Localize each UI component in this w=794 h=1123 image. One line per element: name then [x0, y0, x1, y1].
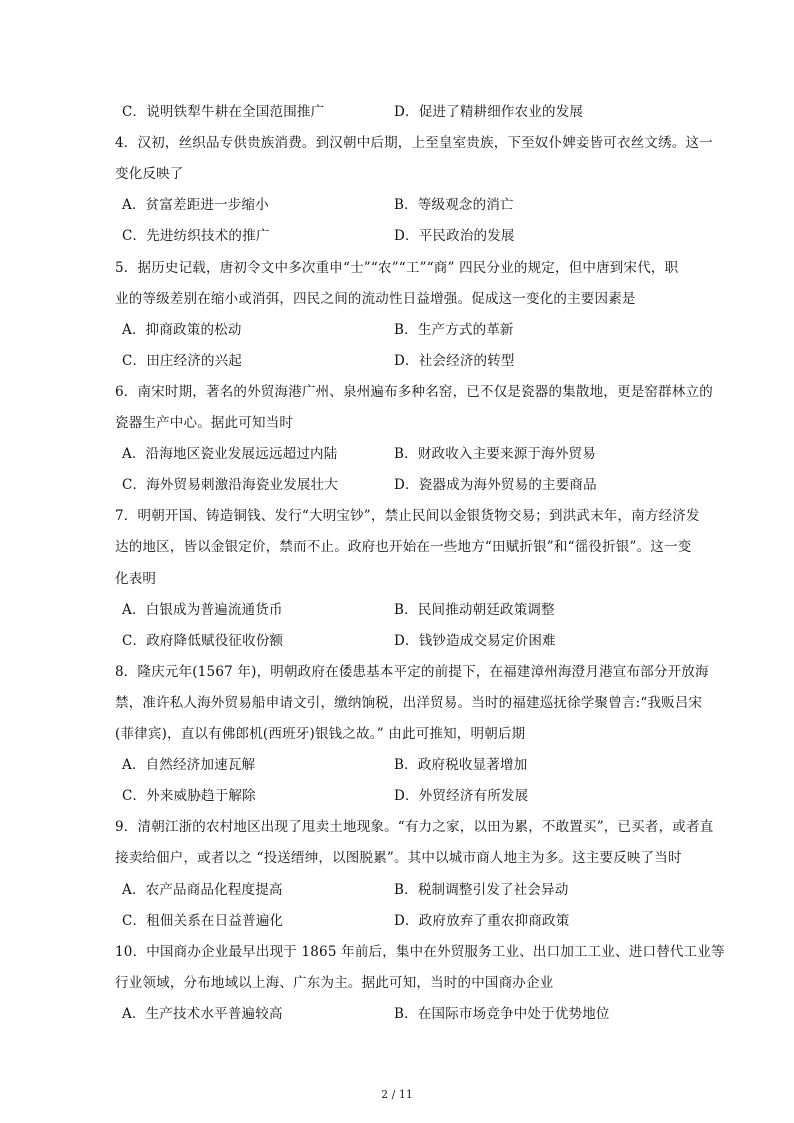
answer-option: D．钱钞造成交易定价困难 — [394, 632, 556, 649]
question-stem: 6．南宋时期，著名的外贸海港广州、泉州遍布多种名窑，已不仅是瓷器的集散地，更是窑群林立的 — [115, 383, 713, 400]
answer-option: D．社会经济的转型 — [394, 352, 515, 369]
page-number: 2 / 11 — [381, 1088, 413, 1101]
answer-option: C．外来威胁趋于解除 — [122, 788, 256, 805]
answer-option: A．抑商政策的松动 — [122, 321, 242, 338]
answer-option: D．外贸经济有所发展 — [394, 788, 529, 805]
question-stem-continued: 变化反映了 — [115, 166, 184, 183]
question-stem: 7．明朝开国、铸造铜钱、发行“大明宝钞”，禁止民间以金银货物交易；到洪武末年，南方经济发 — [115, 508, 700, 525]
question-stem-continued: 业的等级差别在缩小或消弭，四民之间的流动性日益增强。促成这一变化的主要因素是 — [115, 290, 636, 307]
question-stem-continued: 达的地区，皆以金银定价，禁而不止。政府也开始在一些地方“田赋折银”和“徭役折银”。这一变 — [115, 539, 692, 556]
answer-option: A．贫富差距进一步缩小 — [122, 197, 269, 214]
answer-option: A．农产品商品化程度提高 — [122, 881, 283, 898]
question-stem-continued: 行业领域，分布地域以上海、广东为主。据此可知，当时的中国商办企业 — [115, 974, 554, 991]
question-stem: 8．隆庆元年(1567 年)，明朝政府在倭患基本平定的前提下，在福建漳州海澄月港宣布部分开放海 — [115, 663, 709, 680]
question-stem: 4．汉初，丝织品专供贵族消费。到汉朝中后期，上至皇室贵族，下至奴仆婢妾皆可衣丝文绣。这一 — [115, 135, 713, 152]
answer-option: C．说明铁犁牛耕在全国范围推广 — [122, 104, 325, 120]
answer-option: D．平民政治的发展 — [394, 228, 515, 245]
answer-option: B．生产方式的革新 — [394, 321, 514, 338]
answer-option: B．政府税收显著增加 — [394, 757, 528, 774]
answer-option: B．在国际市场竞争中处于优势地位 — [394, 1005, 610, 1022]
question-stem-continued: 接卖给佃户，或者以之 “投送缙绅，以图脱累”。其中以城市商人地主为多。这主要反映了当时 — [115, 850, 682, 867]
answer-option: C．海外贸易刺激沿海瓷业发展壮大 — [122, 477, 339, 494]
answer-option: A．白银成为普遍流通货币 — [122, 601, 283, 618]
answer-option: A．自然经济加速瓦解 — [122, 757, 256, 774]
answer-option: A．生产技术水平普遍较高 — [122, 1005, 283, 1022]
question-stem: 9．清朝江浙的农村地区出现了甩卖土地现象。“有力之家，以田为累，不敢置买”，已买者，或者直 — [115, 819, 714, 836]
question-stem-continued: (菲律宾)，直以有佛郎机(西班牙)银钱之故。” 由此可推知，明朝后期 — [115, 726, 526, 742]
answer-option: B．税制调整引发了社会异动 — [394, 881, 569, 898]
answer-option: B．财政收入主要来源于海外贸易 — [394, 446, 596, 463]
question-stem: 10．中国商办企业最早出现于 1865 年前后，集中在外贸服务工业、出口加工工业、进口替代工业等 — [115, 943, 725, 960]
answer-option: C．先进纺织技术的推广 — [122, 228, 270, 245]
question-stem-continued: 禁，准许私人海外贸易船申请文引，缴纳饷税，出洋贸易。当时的福建巡抚徐学聚曾言:“我贩吕宋 — [115, 694, 703, 711]
answer-option: C．田庄经济的兴起 — [122, 352, 243, 369]
question-stem-continued: 化表明 — [115, 570, 157, 587]
answer-option: B．民间推动朝廷政策调整 — [394, 601, 555, 618]
answer-option: A．沿海地区瓷业发展远远超过内陆 — [122, 446, 338, 463]
answer-option: D．促进了精耕细作农业的发展 — [394, 104, 584, 120]
answer-option: D．瓷器成为海外贸易的主要商品 — [394, 477, 597, 494]
answer-option: D．政府放弃了重农抑商政策 — [394, 912, 570, 929]
question-stem: 5．据历史记载，唐初令文中多次重申“士”“农”“工”“商” 四民分业的规定，但中唐到宋代，职 — [115, 259, 679, 276]
question-stem-continued: 瓷器生产中心。据此可知当时 — [115, 415, 294, 431]
answer-option: C．租佃关系在日益普遍化 — [122, 912, 284, 929]
answer-option: B．等级观念的消亡 — [394, 197, 514, 214]
answer-option: C．政府降低赋役征收份额 — [122, 632, 284, 649]
